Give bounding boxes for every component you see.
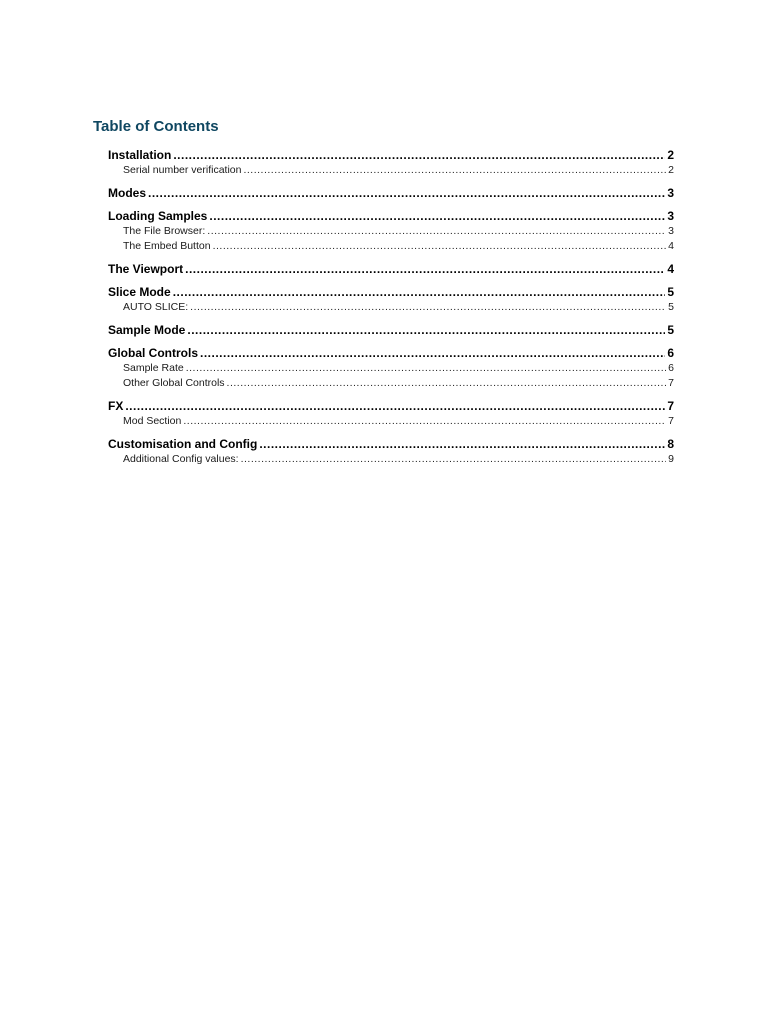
toc-heading: Table of Contents xyxy=(93,118,219,135)
toc-page-number: 5 xyxy=(667,323,674,337)
toc-page-number: 8 xyxy=(667,437,674,451)
toc-entry-additional-config-values[interactable] xyxy=(108,452,674,467)
toc-leader-dots xyxy=(227,376,667,391)
toc-list xyxy=(108,147,674,467)
toc-entry-label: Customisation and Config xyxy=(108,437,258,451)
toc-entry-auto-slice[interactable] xyxy=(108,300,674,315)
toc-page-number: 7 xyxy=(667,399,674,413)
toc-entry-sample-mode[interactable] xyxy=(108,322,674,338)
toc-page-number: 3 xyxy=(667,209,674,223)
toc-page-number: 2 xyxy=(668,164,674,176)
toc-page-number: 3 xyxy=(667,186,674,200)
toc-entry-label: Slice Mode xyxy=(108,285,171,299)
toc-entry-label: Serial number verification xyxy=(123,164,242,176)
toc-entry-label: Installation xyxy=(108,148,172,162)
toc-entry-the-embed-button[interactable] xyxy=(108,239,674,254)
toc-entry-customisation-and-config[interactable] xyxy=(108,436,674,452)
toc-page-number: 4 xyxy=(668,240,674,252)
toc-leader-dots xyxy=(243,163,666,178)
toc-entry-label: The Viewport xyxy=(108,262,184,276)
toc-leader-dots xyxy=(187,322,665,338)
toc-page-number: 5 xyxy=(667,285,674,299)
toc-entry-the-file-browser[interactable] xyxy=(108,224,674,239)
toc-leader-dots xyxy=(185,261,665,277)
toc-entry-label: Loading Samples xyxy=(108,209,208,223)
toc-leader-dots xyxy=(173,284,666,300)
toc-leader-dots xyxy=(183,414,666,429)
toc-leader-dots xyxy=(173,147,665,163)
toc-entry-global-controls[interactable] xyxy=(108,345,674,361)
toc-entry-serial-number-verification[interactable] xyxy=(108,163,674,178)
toc-entry-slice-mode[interactable] xyxy=(108,284,674,300)
toc-page-number: 2 xyxy=(667,148,674,162)
toc-entry-loading-samples[interactable] xyxy=(108,208,674,224)
toc-entry-label: Mod Section xyxy=(123,415,182,427)
toc-page-number: 7 xyxy=(668,377,674,389)
toc-entry-label: The File Browser: xyxy=(123,225,206,237)
toc-leader-dots xyxy=(213,239,667,254)
toc-entry-label: AUTO SLICE: xyxy=(123,301,189,313)
toc-entry-fx[interactable] xyxy=(108,398,674,414)
toc-entry-installation[interactable] xyxy=(108,147,674,163)
toc-leader-dots xyxy=(148,185,665,201)
toc-entry-label: Other Global Controls xyxy=(123,377,225,389)
toc-entry-label: Additional Config values: xyxy=(123,453,239,465)
toc-page-number: 6 xyxy=(667,346,674,360)
toc-entry-label: Sample Mode xyxy=(108,323,186,337)
toc-leader-dots xyxy=(200,345,665,361)
toc-entry-label: Global Controls xyxy=(108,346,198,360)
toc-leader-dots xyxy=(190,300,666,315)
toc-entry-modes[interactable] xyxy=(108,185,674,201)
toc-leader-dots xyxy=(186,361,666,376)
toc-page-number: 3 xyxy=(668,225,674,237)
toc-page-number: 5 xyxy=(668,301,674,313)
toc-entry-mod-section[interactable] xyxy=(108,414,674,429)
toc-leader-dots xyxy=(125,398,665,414)
toc-page-number: 9 xyxy=(668,453,674,465)
toc-entry-the-viewport[interactable] xyxy=(108,261,674,277)
toc-entry-label: The Embed Button xyxy=(123,240,211,252)
toc-entry-label: Sample Rate xyxy=(123,362,184,374)
toc-leader-dots xyxy=(207,224,666,239)
toc-entry-label: Modes xyxy=(108,186,147,200)
toc-page-number: 7 xyxy=(668,415,674,427)
toc-entry-label: FX xyxy=(108,399,124,413)
toc-entry-other-global-controls[interactable] xyxy=(108,376,674,391)
toc-leader-dots xyxy=(241,452,667,467)
toc-entry-sample-rate[interactable] xyxy=(108,361,674,376)
toc-page-number: 6 xyxy=(668,362,674,374)
toc-page-number: 4 xyxy=(667,262,674,276)
toc-leader-dots xyxy=(209,208,665,224)
toc-leader-dots xyxy=(259,436,665,452)
